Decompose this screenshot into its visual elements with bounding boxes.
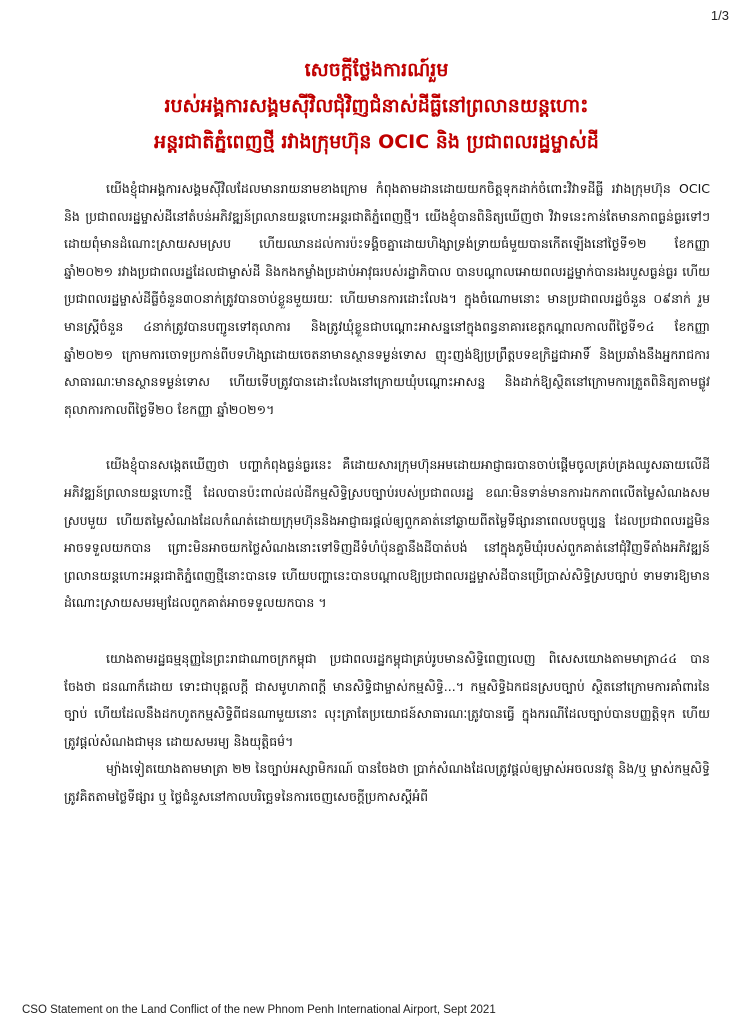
paragraph-4: ម្យ៉ាងទៀតយោងតាមមាត្រា ២២ នៃច្បាប់អស្សាមិករណ៍ បានចែងថា ប្រាក់សំណងដែលត្រូវផ្តល់ឲ្យម្ចាស់អចលនវត្ថុ និង/ឬ ម្ចាស់កម្មសិទ្ធិ ត្រូវគិតតាមថ្លៃទីផ្សារ ឬ ថ្លៃជំនួសនៅកាលបរិច្ឆេទនៃការចេញសេចក្តីប្រកាសស្តីអំពី	[64, 761, 710, 804]
title-line-3: អន្តរជាតិភ្នំពេញថ្មី រវាងក្រុមហ៊ុន OCIC និង ប្រជាពលរដ្ឋម្ចាស់ដី	[154, 131, 599, 153]
statement-body	[64, 175, 710, 810]
title-line-1: សេចក្តីថ្លែងការណ៍រួម	[304, 59, 449, 81]
title-line-2: របស់អង្គការសង្គមស៊ីវិលជុំវិញជំនាស់ដីធ្លីនៅព្រលានយន្តហោះ	[164, 95, 589, 117]
page-footer: CSO Statement on the Land Conflict of the new Phnom Penh International Airport, Sept 2021	[22, 1004, 496, 1016]
page-number: 1/3	[710, 8, 729, 23]
paragraph-2: យើងខ្ញុំបានសង្កេតឃើញថា បញ្ហាកំពុងធ្ងន់ធ្ងរនេះ គឺដោយសារក្រុមហ៊ុនអមដោយអាជ្ញាធរបានចាប់ផ្តើមចូលគ្រប់គ្រងឈូសឆាយលើដីអភិវឌ្ឍន៍ព្រលានយន្តហោះថ្មី ដែលបានប៉ះពាល់ដល់ដីកម្មសិទ្ធិស្របច្បាប់របស់ប្រជាពលរដ្ឋ ខណៈមិនទាន់មានការឯកភាពលើតម្លៃសំណងសមស្របមួយ ហើយតម្លៃសំណងដែលកំណត់ដោយក្រុមហ៊ុននិងអាជ្ញាធរផ្តល់ឲ្យពួកគាត់នៅឆ្ងាយពីតម្លៃទីផ្សារនាពេលបច្ចុប្បន្ន ដែលប្រជាពលរដ្ឋមិនអាចទទួលយកបាន ព្រោះមិនអាចយកថ្លៃសំណងនោះទៅទិញដីទំហំប៉ុនគ្នានឹងដីបាត់បង់ នៅក្នុងភូមិឃុំរបស់ពួកគាត់នៅជុំវិញទីតាំងអភិវឌ្ឍន៍ព្រលានយន្តហោះអន្តរជាតិភ្នំពេញថ្មីនោះបានទេ ហើយបញ្ហានេះបានបណ្តាលឱ្យប្រជាពលរដ្ឋម្ចាស់ដីបានប្រើប្រាស់សិទ្ធិស្របច្បាប់ ទាមទារឱ្យមានដំណោះស្រាយសមរម្យដែលពួកគាត់អាចទទួលយកបាន ។	[64, 457, 710, 611]
paragraph-1: យើងខ្ញុំជាអង្គការសង្គមស៊ីវិលដែលមានរាយនាមខាងក្រោម កំពុងតាមដានដោយយកចិត្តទុកដាក់ចំពោះវិវាទដីធ្លី រវាងក្រុមហ៊ុន OCIC និង ប្រជាពលរដ្ឋម្ចាស់ដីនៅតំបន់អភិវឌ្ឍន៍ព្រលានយន្តហោះអន្តរជាតិភ្នំពេញថ្មី។ យើងខ្ញុំបានពិនិត្យឃើញថា វិវាទនេះកាន់តែមានភាពធ្ងន់ធ្ងរទៅៗ ដោយពុំមានដំណោះស្រាយសមស្រប ហើយឈានដល់ការប៉ះទង្គិចគ្នាដោយហិង្សាទ្រង់ទ្រាយធំមួយបានកើតឡើងនៅថ្ងៃទី១២ ខែកញ្ញា ឆ្នាំ២០២១ រវាងប្រជាពលរដ្ឋដែលជាម្ចាស់ដី និងកងកម្លាំងប្រដាប់អាវុធរបស់រដ្ឋាភិបាល បានបណ្តាលអោយពលរដ្ឋម្នាក់បានរងរបួសធ្ងន់ធ្ងរ ហើយប្រជាពលរដ្ឋម្ចាស់ដីធ្លីចំនួន៣០នាក់ត្រូវបានចាប់ខ្លួនមួយរយៈ ហើយមានការដោះលែង។ ក្នុងចំណោមនោះ មានប្រជាពលរដ្ឋចំនួន ០៩នាក់ រួមមានស្ត្រីចំនួន ៤នាក់ត្រូវបានបញ្ជូនទៅតុលាការ និងត្រូវឃុំខ្លួនជាបណ្តោះអាសន្ននៅក្នុងពន្ធនាគារខេត្តកណ្តាលកាលពីថ្ងៃទី១៤ ខែកញ្ញា ឆ្នាំ២០២១ ក្រោមការចោទប្រកាន់ពីបទហិង្សាដោយចេតនាមានស្ថានទម្ងន់ទោស ញុះញង់ឱ្យប្រព្រឹត្តបទឧក្រិដ្ឋជាអាទិ៍ និងប្រឆាំងនឹងអ្នករាជការសាធារណៈមានស្ថានទម្ងន់ទោស ហើយទើបត្រូវបានដោះលែងនៅក្រោយឃុំបណ្តោះអាសន្ន និងដាក់ឱ្យស្ថិតនៅក្រោមការត្រួតពិនិត្យតាមផ្លូវតុលាការកាលពីថ្ងៃទី២០ ខែកញ្ញា ឆ្នាំ២០២១។	[64, 181, 710, 417]
statement-title	[20, 52, 733, 160]
paragraph-3: យោងតាមរដ្ឋធម្មនុញ្ញនៃព្រះរាជាណាចក្រកម្ពុជា ប្រជាពលរដ្ឋកម្ពុជាគ្រប់រូបមានសិទ្ធិពេញលេញ ពិសេសយោងតាមមាត្រា៤៤ បានចែងថា ជនណាក៏ដោយ ទោះជាបុគ្គលក្តី ជាសមូហភាពក្តី មានសិទ្ធិជាម្ចាស់កម្មសិទ្ធិ...។ កម្មសិទ្ធិឯកជនស្របច្បាប់ ស្ថិតនៅក្រោមការគាំពារនៃច្បាប់ ហើយដែលនឹងដកហូតកម្មសិទ្ធិពីជនណាមួយនោះ លុះត្រាតែប្រយោជន៍សាធារណៈត្រូវបានធ្វើ ក្នុងករណីដែលច្បាប់បានបញ្ញត្តិទុក ហើយត្រូវផ្តល់សំណងជាមុន ដោយសមរម្យ និងយុត្តិធម៌។	[64, 650, 710, 749]
